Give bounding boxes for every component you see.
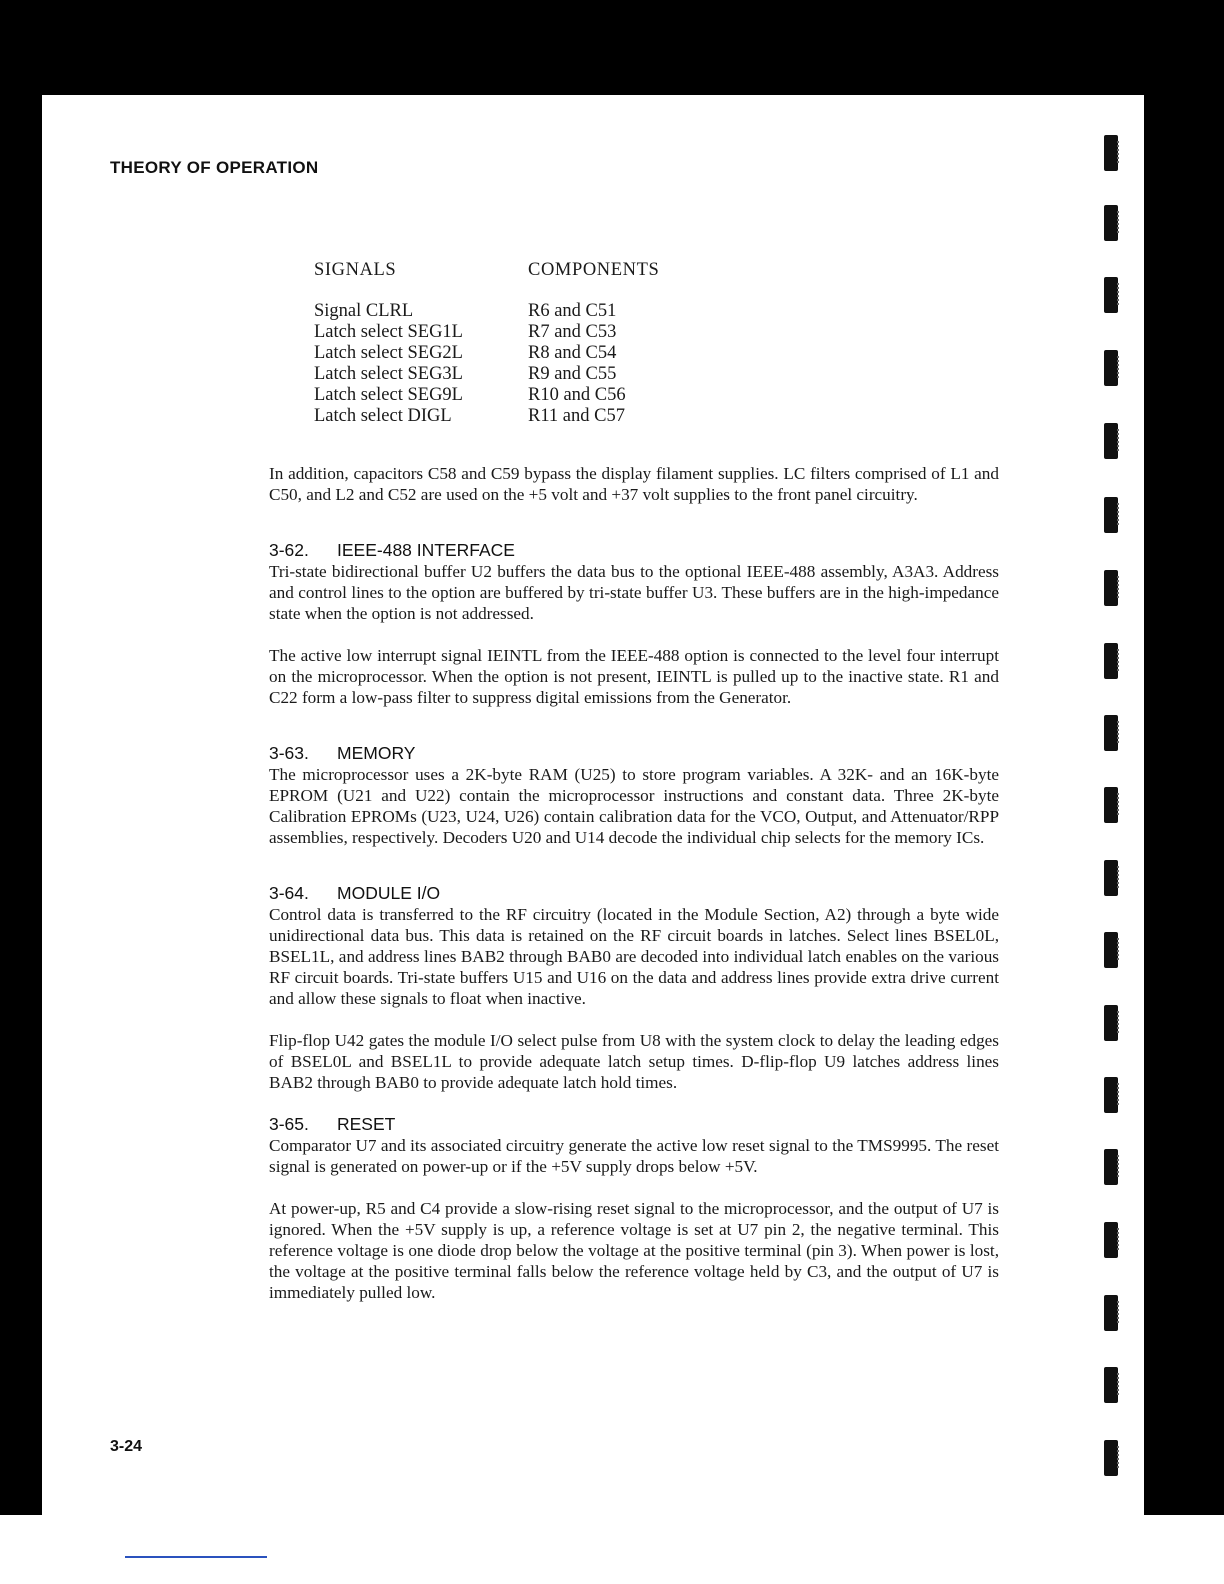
section-number: 3-65.	[269, 1114, 309, 1134]
binder-tab-mark	[1104, 1367, 1118, 1403]
table-row	[314, 406, 728, 427]
component-cell: R10 and C56	[528, 385, 626, 405]
table-row	[314, 322, 728, 343]
paragraph: At power-up, R5 and C4 provide a slow-rising reset signal to the microprocessor, and the output of U7 is ignored. When the +5V supply is up, a reference voltage is set at U7 pin 2, the negative terminal. This reference voltage is one diode drop below the voltage at the positive terminal (pin 3). When power is lost, the voltage at the positive terminal falls below the reference voltage held by C3, and the output of U7 is immediately pulled low.	[269, 1199, 999, 1302]
paragraph: The microprocessor uses a 2K-byte RAM (U25) to store program variables. A 32K- and an 16K-byte EPROM (U21 and U22) contain the microprocessor instructions and constant data. Three 2K-byte Calibration EPROMs (U23, U24, U26) contain calibration data for the VCO, Output, and Attenuator/RPP assemblies, respectively. Decoders U20 and U14 decode the individual chip selects for the memory ICs.	[269, 765, 999, 847]
signal-cell: Latch select SEG3L	[314, 364, 463, 384]
binder-tab-mark	[1104, 860, 1118, 896]
binder-tab-mark	[1104, 643, 1118, 679]
binder-tab-mark	[1104, 350, 1118, 386]
signal-cell: Latch select SEG1L	[314, 322, 463, 342]
scan-edge-line	[125, 1556, 267, 1558]
section-number: 3-64.	[269, 883, 309, 903]
signal-cell: Latch select SEG9L	[314, 385, 463, 405]
signal-cell: Signal CLRL	[314, 301, 414, 321]
table-row	[314, 301, 728, 322]
binder-tab-mark	[1104, 787, 1118, 823]
section-heading	[269, 883, 999, 904]
component-cell: R7 and C53	[528, 322, 617, 342]
table-header-row	[314, 260, 728, 281]
running-header: THEORY OF OPERATION	[110, 158, 319, 177]
body-text	[269, 463, 999, 1324]
paragraph: Flip-flop U42 gates the module I/O select pulse from U8 with the system clock to delay the leading edges of BSEL0L and BSEL1L to provide adequate latch setup times. D-flip-flop U9 latches address lines BAB2 through BAB0 to provide adequate latch hold times.	[269, 1031, 999, 1092]
binder-tab-marks	[1100, 135, 1144, 1505]
scan-bottom-margin	[0, 1515, 1224, 1584]
section-heading	[269, 743, 999, 764]
section-number: 3-62.	[269, 540, 309, 560]
binder-tab-mark	[1104, 1440, 1118, 1476]
table-row	[314, 343, 728, 364]
binder-tab-mark	[1104, 1222, 1118, 1258]
column-header-signals: SIGNALS	[314, 260, 397, 280]
section-title: IEEE-488 INTERFACE	[337, 540, 515, 560]
section-heading	[269, 540, 999, 561]
section-title: MEMORY	[337, 743, 416, 763]
component-cell: R11 and C57	[528, 406, 625, 426]
section-title: RESET	[337, 1114, 396, 1134]
binder-tab-mark	[1104, 570, 1118, 606]
binder-tab-mark	[1104, 1005, 1118, 1041]
section-title: MODULE I/O	[337, 883, 441, 903]
paragraph: Control data is transferred to the RF circuitry (located in the Module Section, A2) through a byte wide unidirectional data bus. This data is retained on the RF circuit boards in latches. Select lines BSEL0L, BSEL1L, and address lines BAB2 through BAB0 are decoded into individual latch enables on the various RF circuit boards. Tri-state buffers U15 and U16 on the data and address lines provide extra drive current and allow these signals to float when inactive.	[269, 905, 999, 1008]
binder-tab-mark	[1104, 1077, 1118, 1113]
table-row	[314, 364, 728, 385]
signal-cell: Latch select DIGL	[314, 406, 452, 426]
binder-tab-mark	[1104, 932, 1118, 968]
binder-tab-mark	[1104, 205, 1118, 241]
binder-tab-mark	[1104, 1149, 1118, 1185]
signal-component-table	[314, 260, 728, 427]
signal-cell: Latch select SEG2L	[314, 343, 463, 363]
component-cell: R6 and C51	[528, 301, 617, 321]
paragraph: The active low interrupt signal IEINTL from the IEEE-488 option is connected to the level four interrupt on the microprocessor. When the option is not present, IEINTL is pulled up to the inactive state. R1 and C22 form a low-pass filter to suppress digital emissions from the Generator.	[269, 646, 999, 707]
column-header-components: COMPONENTS	[528, 260, 660, 280]
document-page	[42, 95, 1144, 1515]
section-number: 3-63.	[269, 743, 309, 763]
section-heading	[269, 1114, 999, 1135]
component-cell: R8 and C54	[528, 343, 617, 363]
component-cell: R9 and C55	[528, 364, 617, 384]
binder-tab-mark	[1104, 497, 1118, 533]
binder-tab-mark	[1104, 135, 1118, 171]
binder-tab-mark	[1104, 277, 1118, 313]
binder-tab-mark	[1104, 423, 1118, 459]
paragraph: Tri-state bidirectional buffer U2 buffers the data bus to the optional IEEE-488 assembly, A3A3. Address and control lines to the option are buffered by tri-state buffer U3. These buffers are in the high-impedance state when the option is not addressed.	[269, 562, 999, 623]
intro-paragraph: In addition, capacitors C58 and C59 bypass the display filament supplies. LC filters comprised of L1 and C50, and L2 and C52 are used on the +5 volt and +37 volt supplies to the front panel circuitry.	[269, 464, 999, 504]
table-row	[314, 385, 728, 406]
binder-tab-mark	[1104, 715, 1118, 751]
paragraph: Comparator U7 and its associated circuitry generate the active low reset signal to the TMS9995. The reset signal is generated on power-up or if the +5V supply drops below +5V.	[269, 1136, 999, 1176]
binder-tab-mark	[1104, 1295, 1118, 1331]
page-number: 3-24	[110, 1438, 143, 1455]
